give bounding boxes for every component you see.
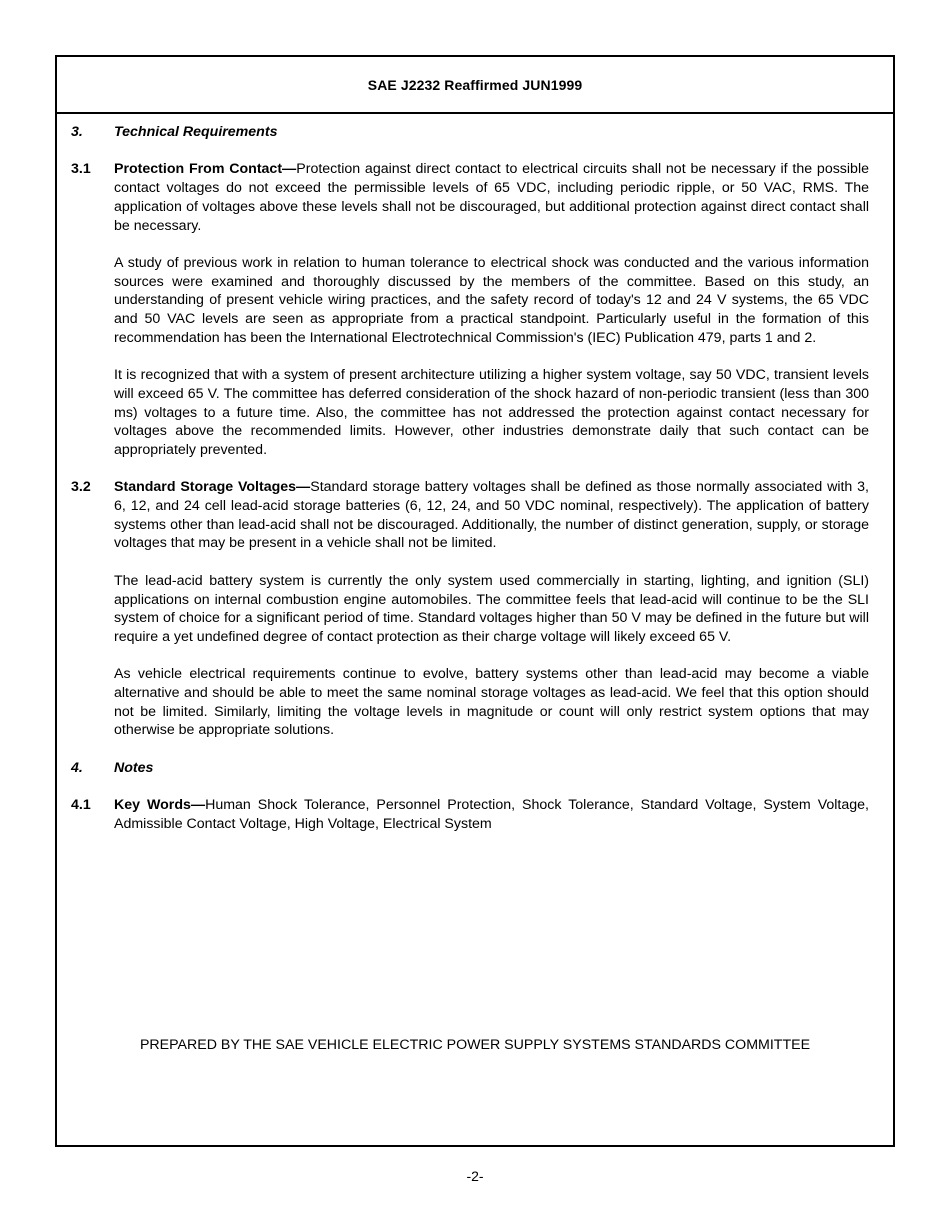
clause-3-1-text-1: Protection against direct contact to electrical circuits shall not be necessary if the possible contact voltages do not exceed the permissible levels of 65 VDC, including periodic ripple, or 50 VAC, RMS. The application of voltages above these levels shall not be discouraged, but additional protection against direct contact shall be necessary. bbox=[114, 161, 869, 234]
section-3-heading bbox=[71, 123, 869, 142]
clause-3-1-body bbox=[114, 160, 869, 478]
section-4-heading bbox=[71, 759, 869, 778]
document-title: SAE J2232 Reaffirmed JUN1999 bbox=[367, 76, 583, 93]
clause-3-1-paragraph-3: It is recognized that with a system of present architecture utilizing a higher system voltage, say 50 VDC, transient levels will exceed 65 V. The committee has deferred consideration of the shock hazard of non-periodic transient (less than 300 ms) voltages to a future time. Also, the committee has not addressed the protection against contact necessary for voltages above the recommended limits. However, other industries demonstrate daily that such contact can be appropriately prevented. bbox=[114, 367, 869, 458]
clause-3-1 bbox=[71, 160, 869, 478]
clause-4-1-lead: Key Words— bbox=[114, 797, 206, 814]
clause-3-1-paragraph-1 bbox=[114, 160, 869, 235]
clause-3-2-text-1: Standard storage battery voltages shall be defined as those normally associated with 3, 6, 12, and 24 cell lead-acid storage batteries (6, 12, 24, and 50 VDC nominal, respectively). The application of battery systems other than lead-acid shall not be discouraged. Additionally, the number of distinct generation, supply, or storage voltages that may be present in a vehicle shall not be limited. bbox=[114, 479, 869, 552]
document-frame bbox=[55, 55, 895, 1147]
document-header bbox=[57, 57, 893, 114]
clause-4-1-paragraph-1 bbox=[114, 796, 869, 833]
prepared-by-statement: PREPARED BY THE SAE VEHICLE ELECTRIC POWER SUPPLY SYSTEMS STANDARDS COMMITTEE bbox=[139, 1037, 811, 1053]
clause-3-2-number: 3.2 bbox=[71, 479, 91, 496]
document-body bbox=[71, 123, 869, 852]
clause-3-2-lead: Standard Storage Voltages— bbox=[114, 479, 311, 496]
section-3-number: 3. bbox=[71, 124, 83, 140]
clause-3-2-paragraph-1 bbox=[114, 478, 869, 553]
clause-4-1-text-1: Human Shock Tolerance, Personnel Protection, Shock Tolerance, Standard Voltage, System Voltage, Admissible Contact Voltage, High Voltage, Electrical System bbox=[114, 797, 869, 832]
section-4-title: Notes bbox=[114, 759, 154, 776]
clause-3-2-paragraph-2: The lead-acid battery system is currently the only system used commercially in starting, lighting, and ignition (SLI) applications on internal combustion engine automobiles. The committee feels that lead-acid will continue to be the SLI system of choice for a significant period of time. Standard voltages higher than 50 V may be defined in the future but will require a yet undefined degree of contact protection as their charge voltage will likely exceed 65 V. bbox=[114, 572, 869, 645]
page-number: -2- bbox=[466, 1168, 484, 1184]
section-3-title: Technical Requirements bbox=[114, 124, 278, 140]
clause-4-1-body bbox=[114, 796, 869, 852]
clause-3-1-lead: Protection From Contact— bbox=[114, 161, 297, 178]
clause-3-2-paragraph-3: As vehicle electrical requirements continue to evolve, battery systems other than lead-acid may become a viable alternative and should be able to meet the same nominal storage voltages as lead-acid. We feel that this option should not be limited. Similarly, limiting the voltage levels in magnitude or count will only restrict system options that may otherwise be appropriate solutions. bbox=[114, 666, 869, 739]
clause-3-1-paragraph-2: A study of previous work in relation to human tolerance to electrical shock was conducted and the various information sources were examined and thoroughly discussed by the members of the committee. Based on this study, an understanding of present vehicle wiring practices, and the safety record of today's 12 and 24 V systems, the 65 VDC and 50 VAC levels are seen as appropriate from a practical standpoint. Particularly useful in the formation of this recommendation has been the International Electrotechnical Commission's (IEC) Publication 479, parts 1 and 2. bbox=[114, 254, 869, 346]
clause-3-1-number: 3.1 bbox=[71, 161, 91, 178]
clause-3-2-body bbox=[114, 478, 869, 759]
clause-4-1 bbox=[71, 796, 869, 852]
clause-4-1-number: 4.1 bbox=[71, 797, 91, 814]
section-4-number: 4. bbox=[71, 759, 83, 776]
clause-3-2 bbox=[71, 478, 869, 759]
